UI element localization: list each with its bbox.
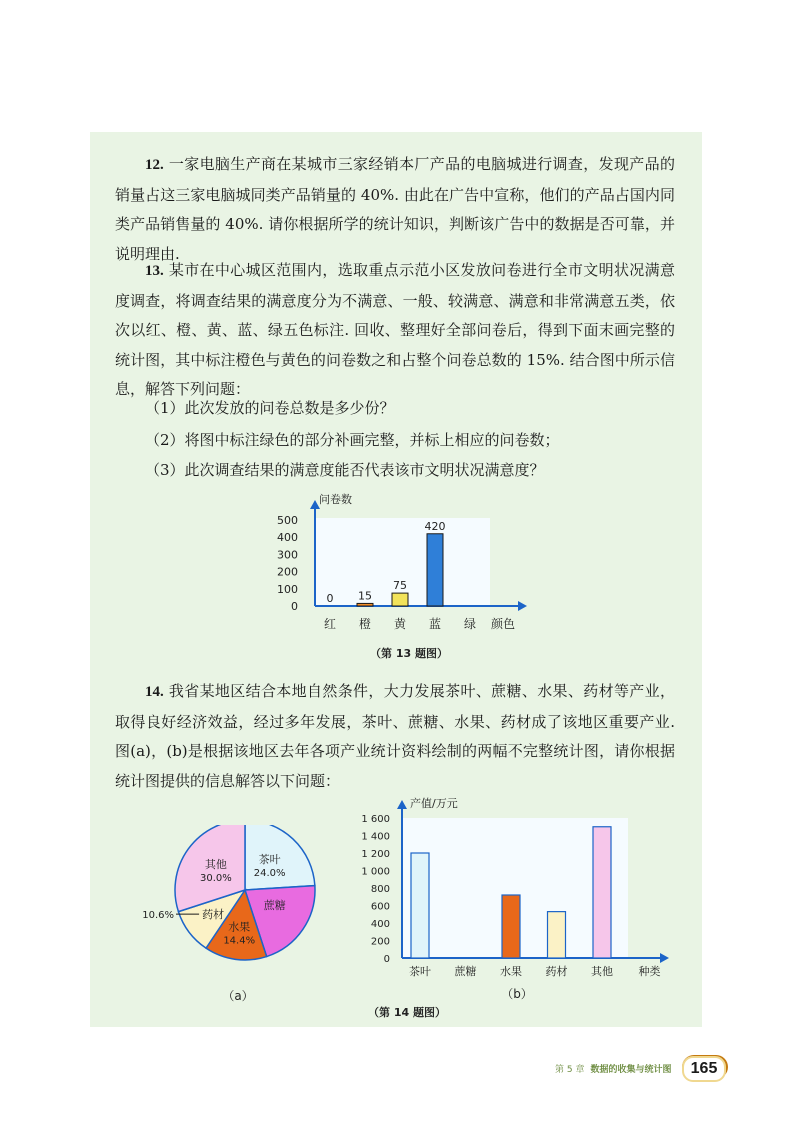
problem-13: [115, 256, 675, 405]
problem-14-text: 我省某地区结合本地自然条件，大力发展茶叶、蔗糖、水果、药材等产业，取得良好经济效益，经过多年发展，茶叶、蔗糖、水果、药材成了该地区重要产业. 图(a)，(b)是根据该地区去年各项产业统计资料绘制的两幅不完整统计图，请你根据统计图提供的信息解答以下问题：: [115, 682, 675, 790]
problem-13-question-3: （3）此次调查结果的满意度能否代表该市文明状况满意度？: [145, 461, 545, 479]
chart-14b-y-tick-label: 200: [370, 936, 390, 948]
chapter-footer: [555, 1062, 671, 1075]
problem-13-question-1: （1）此次发放的问卷总数是多少份？: [145, 399, 395, 417]
problem-13-number: 13.: [145, 263, 164, 279]
chart-14a-slice-percent: 30.0%: [199, 872, 232, 884]
chart-14b-x-tick-label: 茶叶: [409, 965, 431, 978]
chart-14b-label: （b）: [501, 987, 533, 1001]
chart-13-bar: [357, 603, 373, 606]
chart-13-x-tick-label: 红: [323, 617, 337, 631]
chart-13-bar: [270, 490, 540, 640]
chart-14b-y-tick-label: 0: [383, 954, 390, 965]
chart-14a-slice-label: 其他: [204, 857, 227, 871]
chart-14b-x-tick-label: 其他: [591, 965, 613, 978]
chart-13-y-tick-label: 500: [277, 514, 298, 527]
chart-14b-bar: [548, 912, 566, 958]
chart-13-y-tick-label: 300: [277, 548, 298, 562]
page-number: 165: [682, 1056, 726, 1082]
chart-14b-x-tick-label: 水果: [500, 965, 522, 978]
chart-14a-slice-percent: 24.0%: [253, 867, 286, 879]
chapter-number: 第 5 章: [555, 1065, 585, 1075]
chart-13-x-axis-label: 颜色: [490, 617, 516, 631]
chart-13-caption: （第 13 题图）: [370, 647, 448, 660]
chart-13-x-tick-label: 绿: [463, 617, 477, 631]
chart-14b-y-tick-label: 1 000: [361, 866, 390, 878]
problem-12-text: 一家电脑生产商在某城市三家经销本厂产品的电脑城进行调查，发现产品的销量占这三家电脑城同类产品销量的 40%. 由此在广告中宣称，他们的产品占国内同类产品销售量的 40%. 请你根据所学的统计知识，判断该广告中的数据是否可靠，并说明理由.: [115, 155, 675, 263]
chart-13-data-label: 15: [358, 589, 372, 603]
chart-14a-slice-label: 蔗糖: [263, 899, 286, 913]
chart-14a-slice-label: 茶叶: [258, 852, 281, 866]
chart-13-x-tick-label: 黄: [393, 617, 407, 631]
chart-13-bar: [392, 593, 408, 606]
chart-14b-y-tick-label: 1 400: [361, 831, 390, 843]
chart-14a-slice-percent: 10.6%: [142, 910, 174, 922]
problem-12-number: 12.: [145, 157, 164, 173]
problem-12: [115, 150, 675, 269]
chart-13-x-tick-label: 橙: [358, 617, 372, 631]
chart-14a-slice-label: 水果: [228, 920, 251, 934]
chart-13-data-label: 420: [424, 519, 446, 533]
chart-13-bar: [427, 534, 443, 606]
problem-14-number: 14.: [145, 684, 164, 700]
chart-13-data-label: 75: [393, 579, 407, 593]
chart-14b-y-tick-label: 1 200: [361, 849, 390, 860]
chart-14b-y-axis-arrow: [397, 800, 407, 809]
chart-14a-slice-percent: 14.4%: [223, 935, 256, 947]
chart-13-data-label: 0: [326, 592, 334, 605]
chart-13-y-tick-label: 0: [291, 600, 298, 613]
chart-14-caption: （第 14 题图）: [368, 1006, 446, 1019]
chart-14a-label: （a）: [222, 989, 254, 1003]
chart-13-x-axis-arrow: [518, 601, 527, 611]
chart-14b-y-axis-label: 产值/万元: [410, 797, 458, 810]
chart-13-y-tick-label: 100: [277, 582, 298, 596]
chart-14b-y-tick-label: 800: [370, 884, 390, 895]
chapter-title: 数据的收集与统计图: [590, 1065, 672, 1075]
chart-14b-y-tick-label: 400: [370, 919, 390, 930]
chart-14a-pie: [128, 825, 328, 1005]
chart-14b-x-tick-label: 蔗糖: [454, 965, 477, 978]
chart-14b-x-tick-label: 药材: [545, 965, 568, 978]
chart-14b-y-tick-label: 1 600: [361, 814, 390, 825]
problem-13-text: 某市在中心城区范围内，选取重点示范小区发放问卷进行全市文明状况满意度调查，将调查结果的满意度分为不满意、一般、较满意、满意和非常满意五类，依次以红、橙、黄、蓝、绿五色标注. 回收、整理好全部问卷后，得到下面末画完整的统计图，其中标注橙色与黄色的问卷数之和占整个问卷总数的 15%. 结合图中所示信息，解答下列问题：: [115, 261, 675, 398]
chart-14b-y-tick-label: 600: [370, 901, 390, 913]
chart-14b-bar: [593, 827, 611, 958]
chart-14b-bar: [411, 853, 429, 958]
chart-14a-slice-label: 药材: [202, 908, 225, 922]
chart-14b-bar: [350, 792, 680, 1004]
chart-14b-x-axis-arrow: [660, 953, 669, 963]
chart-13-y-tick-label: 400: [277, 531, 298, 545]
chart-13-y-tick-label: 200: [277, 565, 298, 579]
problem-14: [115, 677, 675, 796]
chart-14b-bar: [502, 895, 520, 958]
chart-13-y-axis-label: 问卷数: [319, 493, 352, 506]
chart-14b-x-axis-label: 种类: [638, 965, 661, 978]
chart-13-x-tick-label: 蓝: [428, 617, 442, 631]
problem-13-question-2: （2）将图中标注绿色的部分补画完整，并标上相应的问卷数；: [145, 431, 560, 449]
